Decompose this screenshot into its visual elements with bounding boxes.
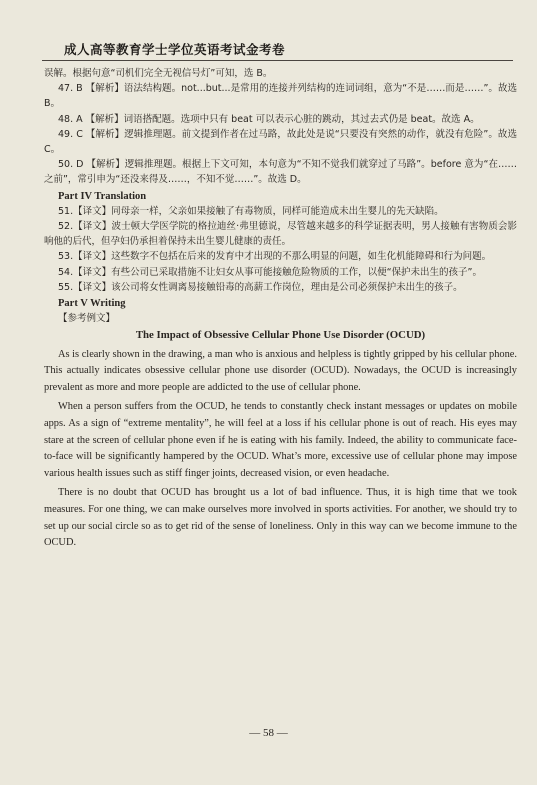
translation-item-55: 55.【译文】该公司将女性调离易接触铅毒的高薪工作岗位，理由是公司必须保护未出生的孩子。: [58, 281, 463, 293]
essay-paragraph-2: When a person suffers from the OCUD, he tends to constantly check instant messages or updates on mobile apps. As a sign of “extreme mentality”, he will feel at a loss if his cellular phone is out of reach. His eyes may stare at the screen of cellular phone even if he is eating with his family. Indeed, the ability to communicate face-to-face will be significantly hampered by the OCUD. What’s more, excessive use of cellular phone may impose various health issues such as stiff finger joints, decreased vision, or even headache.: [44, 401, 517, 479]
running-header-title: 成人高等教育学士学位英语考试金考卷: [64, 42, 286, 57]
section-heading-translation: Part IV Translation: [58, 190, 147, 202]
essay-title: The Impact of Obsessive Cellular Phone Use Disorder (OCUD): [135, 329, 426, 342]
header-rule: [42, 60, 513, 61]
section-heading-writing: Part V Writing: [58, 298, 126, 310]
page-number: — 58 —: [249, 727, 288, 739]
translation-item-54: 54.【译文】有些公司已采取措施不让妇女从事可能接触危险物质的工作，以便“保护未出生的孩子”。: [58, 266, 482, 278]
answer-explanation-50: 50. D 【解析】逻辑推理题。根据上下文可知，本句意为“不知不觉我们就穿过了马路”。before 意为“在……之前”，常引申为“还没来得及……，不知不觉……”。故选 D。: [44, 159, 517, 186]
translation-item-52: 52.【译文】波士顿大学医学院的格拉迪丝·弗里德说，尽管越来越多的科学证据表明，男人接触有害物质会影响他的后代，但孕妇仍承担着保持未出生婴儿健康的责任。: [44, 221, 517, 248]
essay-paragraph-1: As is clearly shown in the drawing, a man who is anxious and helpless is tightly gripped by his cellular phone. This actually indicates obsessive cellular phone use disorder (OCUD). Nowadays, the OCUD is increasingly prevalent as more and more people are addicted to the use of cellular phone.: [44, 348, 517, 393]
answer-explanation-49: 49. C 【解析】逻辑推理题。前文提到作者在过马路，故此处是说“只要没有突然的动作，就没有危险”。故选 C。: [44, 128, 517, 156]
translation-item-53: 53.【译文】这些数字不包括在后来的发育中才出现的不那么明显的问题，如生化机能障碍和行为问题。: [58, 251, 492, 263]
answer-explanation-47: 47. B 【解析】语法结构题。not...but...是常用的连接并列结构的连词词组，意为“不是……而是……”。故选 B。: [44, 83, 517, 110]
page-content: [44, 66, 517, 552]
essay-paragraph-3: There is no doubt that OCUD has brought us a lot of bad influence. Thus, it is high time that we took measures. For one thing, we can make ourselves more involved in sports activities. For another, we should try to set up our social circle so as to get rid of the sense of loneliness. Only in this way can we become immune to the OCUD.: [44, 487, 517, 549]
answer-explanation-intro: 误解。根据句意“司机们完全无视信号灯”可知，选 B。: [44, 68, 273, 79]
translation-item-51: 51.【译文】同母亲一样，父亲如果接触了有毒物质，同样可能造成未出生婴儿的先天缺陷。: [58, 205, 444, 217]
answer-explanation-48: 48. A 【解析】词语搭配题。选项中只有 beat 可以表示心脏的跳动，其过去式仍是 beat。故选 A。: [58, 113, 480, 125]
reference-essay-label: 【参考例文】: [58, 313, 116, 325]
